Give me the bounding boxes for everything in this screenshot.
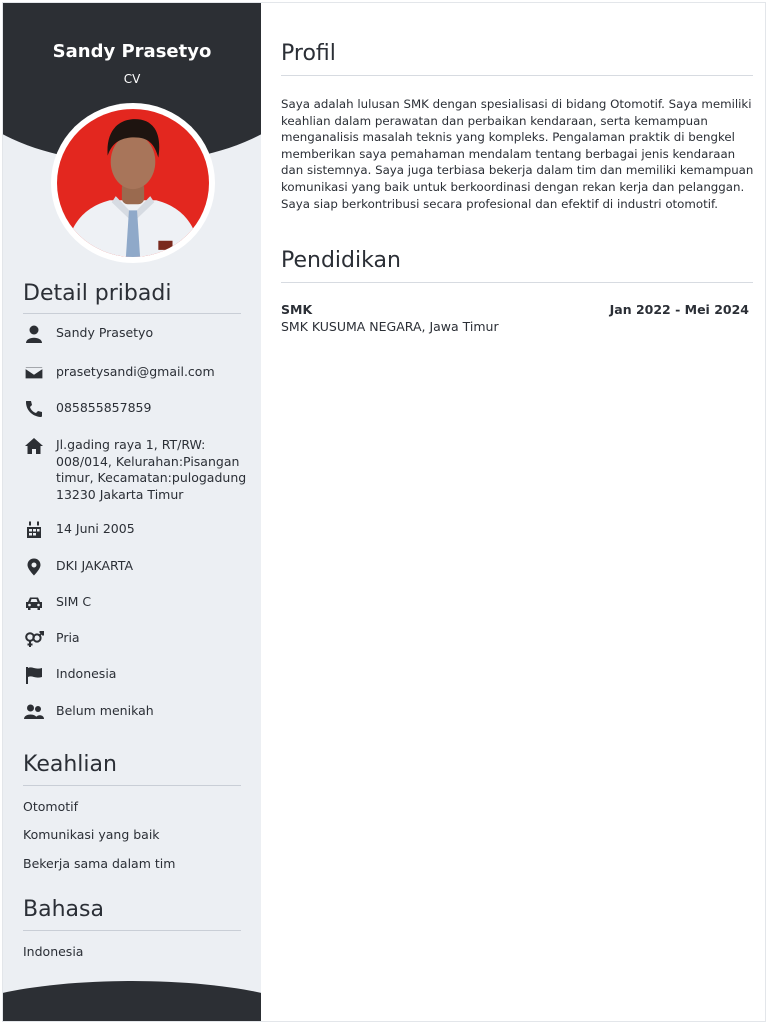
skills-heading: Keahlian: [23, 752, 117, 777]
calendar-icon: [23, 521, 45, 539]
detail-gender-text: Pria: [56, 630, 80, 645]
language-item: Indonesia: [23, 944, 84, 959]
detail-name-text: Sandy Prasetyo: [56, 325, 154, 340]
phone-icon: [23, 400, 45, 418]
detail-name: [23, 325, 249, 343]
divider: [281, 282, 753, 283]
gender-icon: [23, 630, 45, 648]
detail-birthdate-text: 14 Juni 2005: [56, 521, 135, 536]
languages-heading: Bahasa: [23, 897, 104, 922]
detail-email-text: prasetysandi@gmail.com: [56, 364, 215, 379]
detail-email: [23, 364, 249, 382]
divider: [281, 75, 753, 76]
personal-details-heading: Detail pribadi: [23, 281, 172, 306]
cv-name: Sandy Prasetyo: [52, 41, 212, 62]
cv-page: [2, 2, 766, 1022]
divider: [23, 930, 241, 931]
detail-marital-status-text: Belum menikah: [56, 703, 154, 718]
person-icon: [23, 325, 45, 343]
divider: [23, 785, 241, 786]
detail-phone-text: 085855857859: [56, 400, 152, 415]
skill-item: Bekerja sama dalam tim: [23, 856, 176, 871]
portrait-image: [57, 109, 209, 257]
location-pin-icon: [23, 558, 45, 576]
sidebar: [3, 3, 261, 1022]
education-dates: Jan 2022 - Mei 2024: [609, 302, 749, 317]
detail-location-text: DKI JAKARTA: [56, 558, 134, 573]
detail-address: [23, 437, 249, 503]
detail-address-text: Jl.gading raya 1, RT/RW: 008/014, Kelurahan:Pisangan timur, Kecamatan:pulogadung 13230 Jakarta Timur: [56, 437, 247, 502]
profile-heading: Profil: [281, 41, 336, 66]
skill-item: Otomotif: [23, 799, 78, 814]
detail-location: [23, 558, 249, 576]
education-heading: Pendidikan: [281, 248, 401, 273]
divider: [23, 313, 241, 314]
cv-subtitle: CV: [123, 72, 141, 86]
profile-summary: Saya adalah lulusan SMK dengan spesialisasi di bidang Otomotif. Saya memiliki keahlian dalam perawatan dan perbaikan kendaraan, serta kemampuan menganalisis masalah teknis yang kompleks. Pengalaman praktik di bengkel memberikan saya pemahaman mendalam tentang berbagai jenis kendaraan dan sistemnya. Saya juga terbiasa bekerja dalam tim dan memiliki kemampuan komunikasi yang baik untuk berkoordinasi dengan rekan kerja dan pelanggan. Saya siap berkontribusi secara profesional dan efektif di industri otomotif.: [281, 97, 754, 211]
education-degree: SMK: [281, 302, 313, 317]
detail-gender: [23, 630, 249, 648]
users-icon: [23, 703, 45, 721]
car-icon: [23, 594, 45, 612]
detail-marital-status: [23, 703, 249, 721]
education-school: SMK KUSUMA NEGARA, Jawa Timur: [281, 319, 499, 334]
profile-photo: [51, 103, 215, 263]
detail-nationality-text: Indonesia: [56, 666, 117, 681]
envelope-icon: [23, 364, 45, 382]
detail-phone: [23, 400, 249, 418]
sidebar-footer-band: [3, 981, 261, 1022]
detail-nationality: [23, 666, 249, 684]
detail-birthdate: [23, 521, 249, 539]
detail-license: [23, 594, 249, 612]
skill-item: Komunikasi yang baik: [23, 827, 160, 842]
detail-license-text: SIM C: [56, 594, 92, 609]
home-icon: [23, 437, 45, 455]
flag-icon: [23, 666, 45, 684]
